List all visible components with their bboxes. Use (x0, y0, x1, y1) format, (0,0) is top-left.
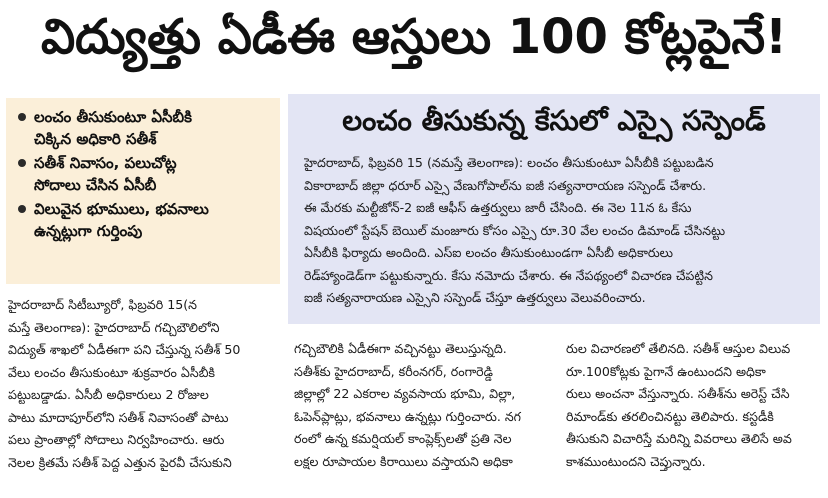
sidebar-title: లంచం తీసుకున్న కేసులో ఎస్సై సస్పెండ్ (342, 104, 766, 137)
text-line: ఐజీ సత్యనారాయణ ఎస్సైని సస్పెండ్ చేస్తూ ఉత్తర్వులు వెలువరించారు. (304, 290, 646, 305)
text-line: హైదరాబాద్ సిటీబ్యూరో, ఫిబ్రవరి 15(న (8, 297, 198, 312)
article-column-2 (294, 338, 552, 473)
text-line: పాటు మాదాపూర్‌లోని సతీశ్ నివాసంతో పాటు (8, 409, 229, 425)
article-column-1 (8, 294, 282, 474)
text-line: రుల విచారణలో తేలినది. సతీశ్ ఆస్తుల విలువ (566, 341, 791, 356)
text-line: పలు ప్రాంతాల్లో సోదాలు నిర్వహించారు. ఆరు (8, 432, 225, 447)
text-line: విద్యుత్ శాఖలో ఏడీఈగా పని చేస్తున్న సతీశ్ 50 (8, 342, 241, 357)
text-line: రెడ్‌హ్యాండెడ్‌గా పట్టుకున్నారు. కేసు నమోదు చేశారు. ఈ నేపథ్యంలో విచారణ చేపట్టిన (304, 267, 713, 283)
text-line: రంలో ఉన్న కమర్షియల్ కాంప్లెక్స్‌లతో ప్రతి నెల (294, 431, 512, 446)
sidebar-body (304, 152, 808, 310)
text-line: వికారాబాద్ జిల్లా ధరూర్ ఎస్సై వేణుగోపాల్‌ను ఐజీ సత్యనారాయణ సస్పెండ్ చేశారు. (304, 177, 707, 193)
highlights-box (6, 98, 280, 284)
bullet-dot-icon (18, 113, 26, 121)
text-line: లక్షల రూపాయల కిరాయిలు వస్తాయని అధికా (294, 453, 513, 469)
text-line: నెలల క్రితమే సతీశ్ పెద్ద ఎత్తున పైరవీ చేసుకుని (8, 454, 232, 470)
text-line: జిల్లాల్లో 22 ఎకరాల వ్యవసాయ భూమి, విల్లా, (294, 386, 516, 401)
text-line: పట్టుబడ్డాడు. ఏసీబీ అధికారులు 2 రోజుల (8, 387, 209, 402)
bullet-dot-icon (18, 159, 26, 167)
sidebar-article (288, 94, 820, 324)
text-line: ఏసీబీకి ఫిర్యాదు అందింది. ఎస్ఐ లంచం తీసుకుంటుండగా ఏసీబీ అధికారులు (304, 245, 673, 260)
article-column-3 (566, 338, 822, 473)
text-line: మస్తే తెలంగాణ): హైదరాబాద్ గచ్చిబౌలిలోని (8, 319, 220, 335)
highlight-item (18, 152, 272, 196)
text-line: ఈ మేరకు మల్టీజోన్-2 ఐజీ ఆఫీస్ ఉత్తర్వులు జారీ చేసింది. ఈ నెల 11న ఓ కేసు (304, 200, 692, 215)
text-line: ఓపెన్‌ప్లాట్లు, భవనాలు ఉన్నట్లు గుర్తించారు. నగ (294, 408, 522, 424)
bullet-dot-icon (18, 205, 26, 213)
text-line: గచ్చిబౌలికి ఏడీఈగా వచ్చినట్టు తెలుస్తున్నది. (294, 341, 507, 356)
text-line: కాశముంటుందని చెప్తున్నారు. (566, 453, 706, 469)
text-line: రులు అంచనా వేస్తున్నారు. సతీశ్‌ను అరెస్ట్ చేసి (566, 386, 790, 401)
highlight-item (18, 106, 272, 150)
text-line: హైదరాబాద్, ఫిబ్రవరి 15 (నమస్తే తెలంగాణ): లంచం తీసుకుంటూ ఏసీబీకి పట్టుబడిన (304, 155, 714, 170)
text-line: సతీశ్‌కు హైదరాబాద్, కరీంనగర్, రంగారెడ్డి (294, 363, 493, 379)
highlight-text: విలువైన భూములు, భవనాలు ఉన్నట్లుగా గుర్తింపు (34, 200, 209, 240)
highlight-text: లంచం తీసుకుంటూ ఏసీబీకి చిక్కిన అధికారి సతీశ్ (34, 108, 192, 148)
text-line: విషయంలో స్టేషన్ బెయిల్ మంజూరు కోసం ఎస్సై రూ.30 వేల లంచం డిమాండ్ చేసినట్టు (304, 222, 726, 238)
text-line: రూ.100కోట్లకు పైగానే ఉంటుందని అధికా (566, 363, 766, 379)
text-line: వేలు లంచం తీసుకుంటూ శుక్రవారం ఏసీబీకి (8, 364, 216, 380)
highlight-text: సతీశ్ నివాసం, పలుచోట్ల సోదాలు చేసిన ఏసీబీ (34, 154, 177, 194)
text-line: రిమాండ్‌కు తరలించినట్టు తెలిపారు. కస్టడీకి (566, 408, 774, 424)
text-line: తీసుకుని విచారిస్తే మరిన్ని వివరాలు తెలిసే అవ (566, 431, 792, 446)
headline: విద్యుత్తు ఏడీఈ ఆస్తులు 100 కోట్లపైనే! (40, 9, 788, 65)
highlight-item (18, 198, 272, 242)
